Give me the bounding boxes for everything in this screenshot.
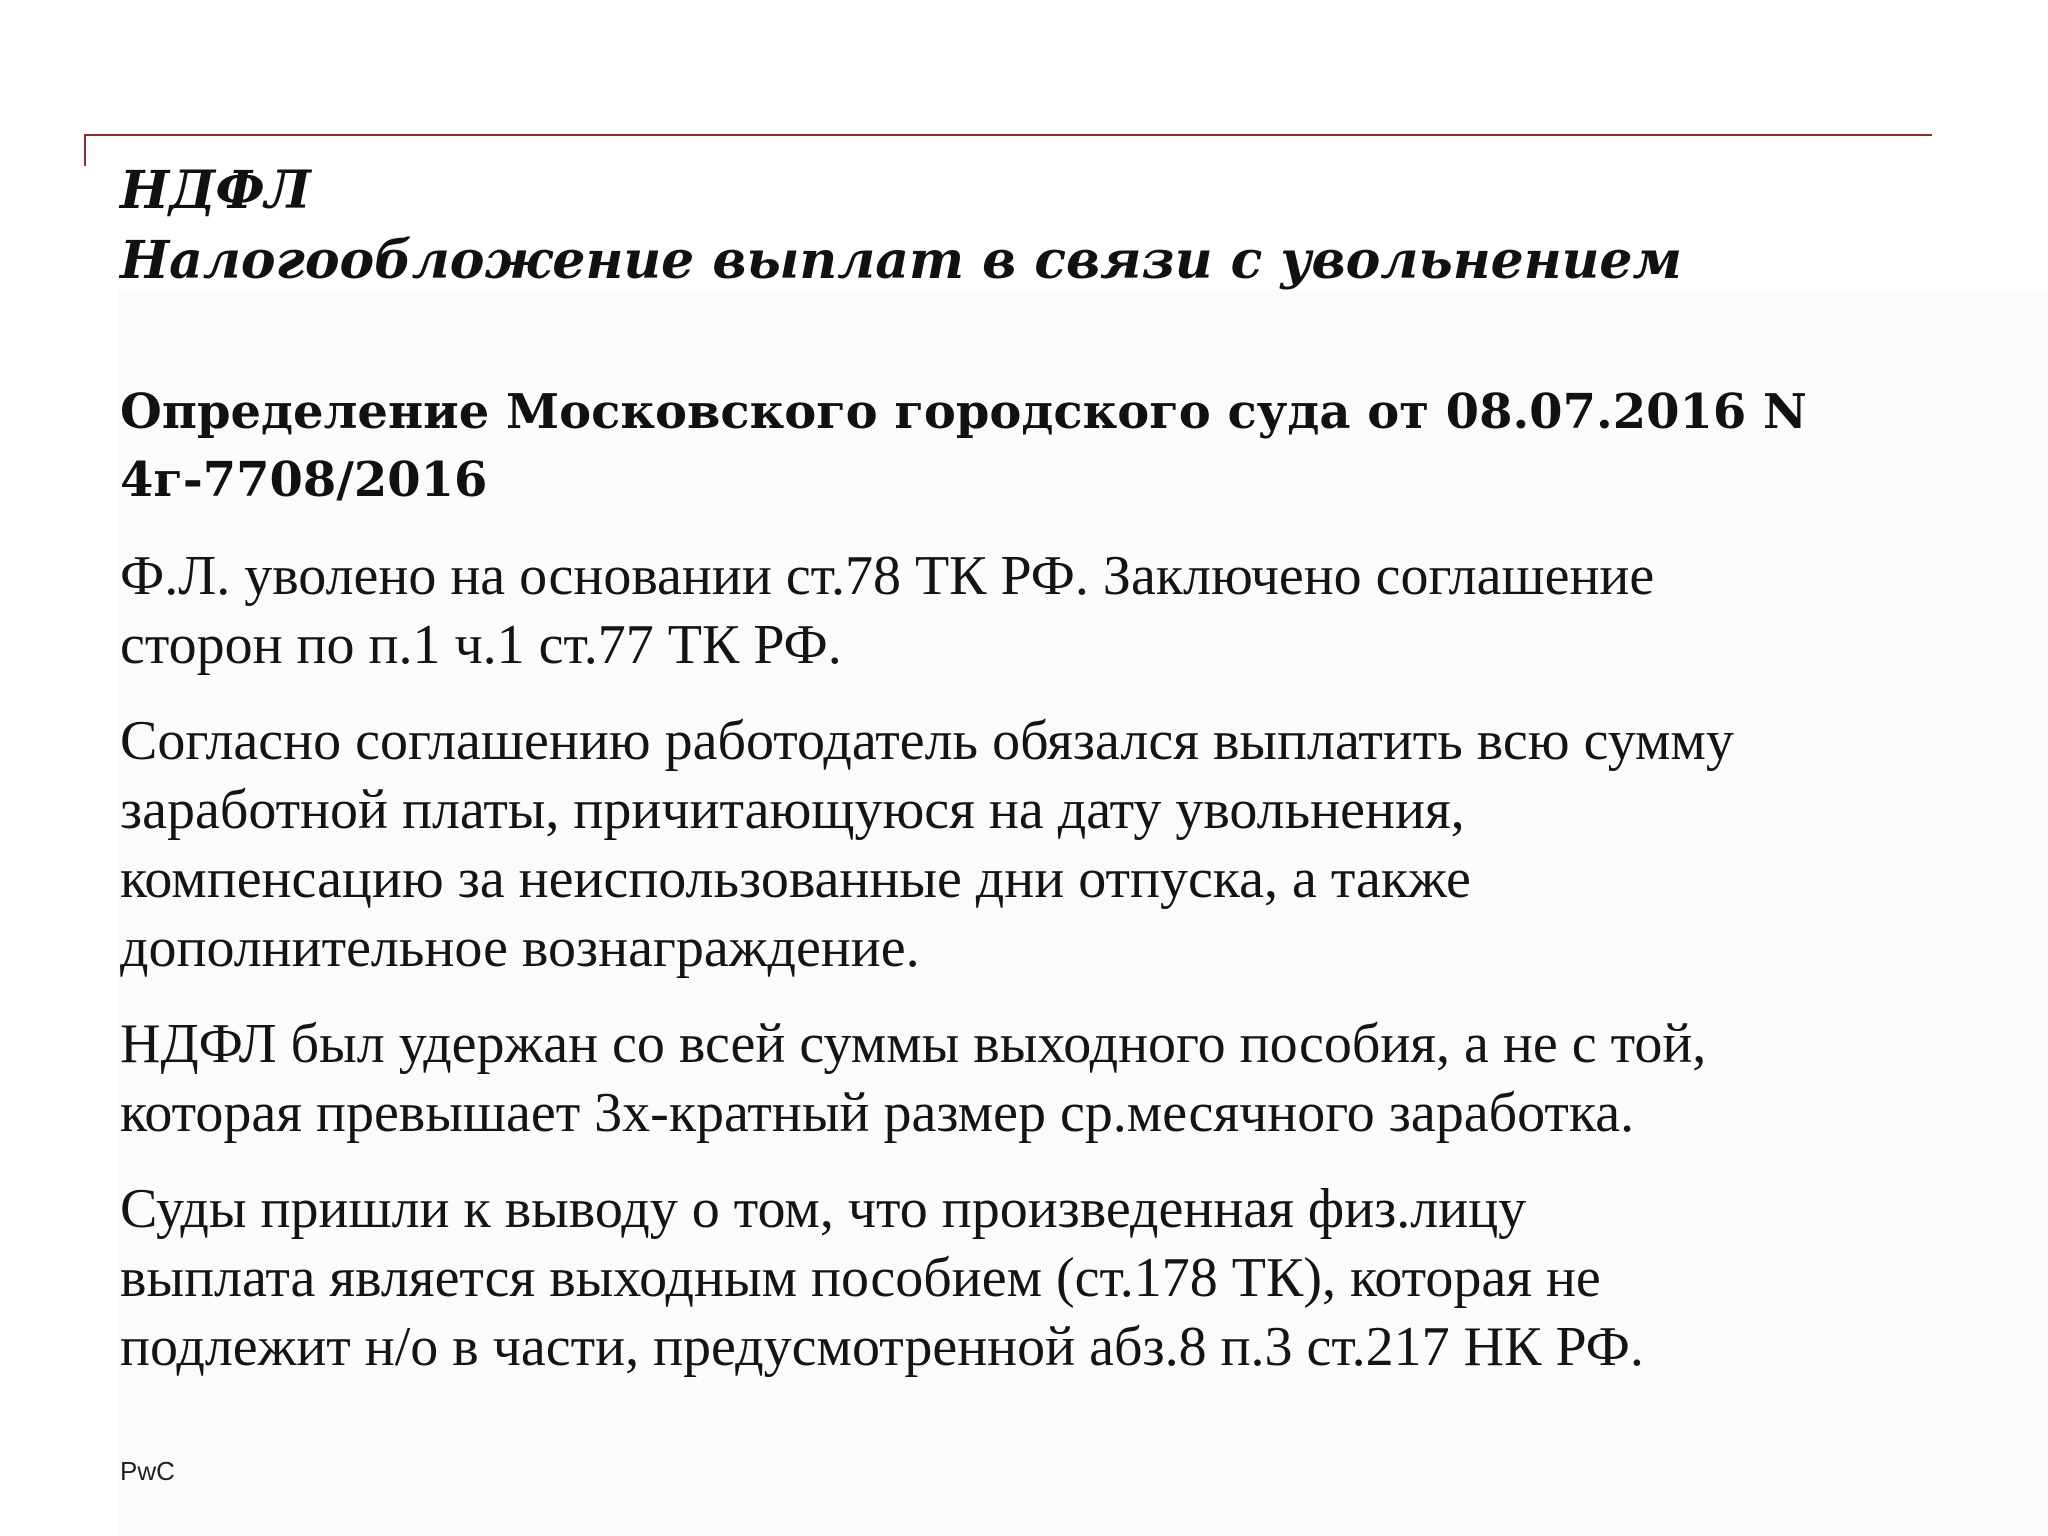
ruling-heading-line: Определение Московского городского суда от 08.07.2016 N [120,384,1807,440]
paragraph-line: НДФЛ был удержан со всей суммы выходного пособия, а не с той, [120,1013,1707,1075]
header-rule-tick [84,134,86,166]
paragraph [120,542,1960,680]
paragraph [120,1010,1960,1148]
paragraph-line: которая превышает 3х-кратный размер ср.месячного заработка. [120,1082,1635,1144]
paragraph [120,707,1960,983]
ruling-heading-line: 4г-7708/2016 [120,452,488,508]
title-line: Налогообложение выплат в связи с увольнением [120,230,1682,291]
paragraph-line: выплата является выходным пособием (ст.178 ТК), которая не [120,1247,1601,1309]
paragraph-line: сторон по п.1 ч.1 ст.77 ТК РФ. [120,614,842,676]
body-text [120,542,1960,1409]
paragraph-line: Ф.Л. уволено на основании ст.78 ТК РФ. Заключено соглашение [120,545,1655,607]
paragraph [120,1175,1960,1382]
header-rule [84,134,1932,136]
paragraph-line: заработной платы, причитающуюся на дату увольнения, [120,779,1465,841]
title-line: НДФЛ [120,160,311,221]
paragraph-line: Суды пришли к выводу о том, что произведенная физ.лицу [120,1178,1527,1240]
ruling-heading [120,378,1940,514]
paragraph-line: Согласно соглашению работодатель обязался выплатить всю сумму [120,710,1734,772]
paragraph-line: дополнительное вознаграждение. [120,917,920,979]
footer-brand: PwC [120,1456,175,1486]
paragraph-line: компенсацию за неиспользованные дни отпуска, а также [120,848,1471,910]
paragraph-line: подлежит н/о в части, предусмотренной абз.8 п.3 ст.217 НК РФ. [120,1316,1644,1378]
slide-title [120,156,1920,296]
